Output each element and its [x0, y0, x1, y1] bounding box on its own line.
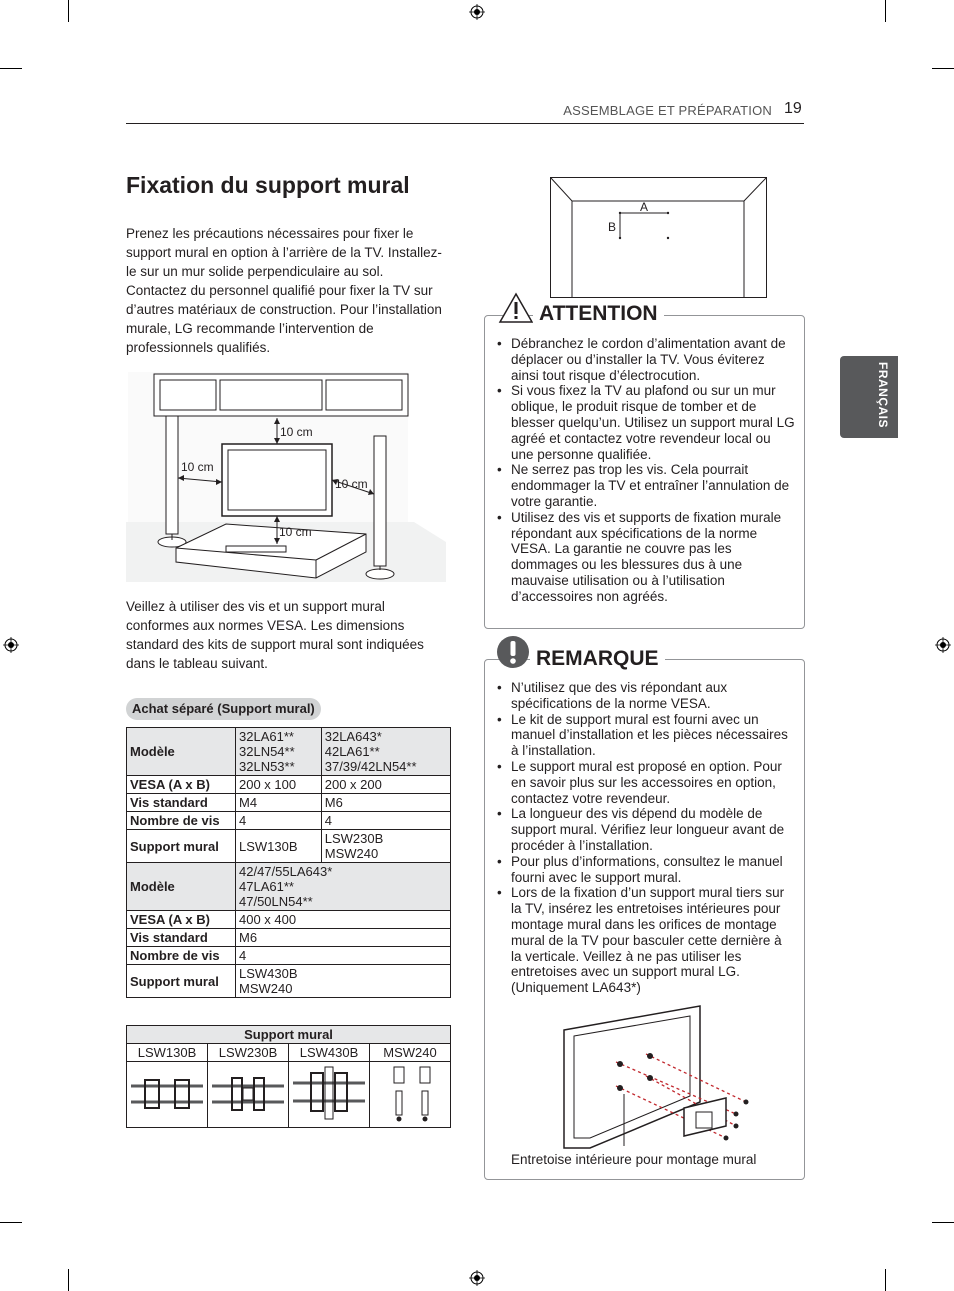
model-name: 32LA61** — [239, 729, 294, 744]
crop-mark — [68, 0, 69, 22]
spacer-caption: Entretoise intérieure pour montage mural — [511, 1152, 757, 1167]
label-mount: Support mural — [127, 965, 236, 998]
cell-screw-b: M6 — [321, 794, 450, 812]
cell-count-b: 4 — [321, 812, 450, 830]
registration-mark-icon — [3, 637, 19, 653]
tv-clearance-diagram — [126, 372, 446, 582]
table-heading: Achat séparé (Support mural) — [126, 698, 321, 720]
crop-mark — [68, 1269, 69, 1291]
list-item: • Le kit de support mural est fourni avec un manuel d’installation et les pièces nécessaires à l’installation. — [497, 712, 795, 759]
mount-name: LSW230B — [324, 831, 384, 846]
table-row — [127, 1044, 451, 1062]
label-model: Modèle — [127, 863, 236, 911]
table-row — [127, 929, 451, 947]
mount-image-lsw230b — [208, 1062, 289, 1128]
warning-triangle-icon — [498, 292, 534, 324]
vesa-label-b: B — [608, 220, 617, 234]
intro-paragraph: Prenez les précautions nécessaires pour fixer le support mural en option à l’arrière de la TV. Installez-le sur un mur solide perpendiculaire au sol. Contactez du personnel qualifié pour fixer la TV sur d’autres matériaux de construction. Pour l’installation murale, LG recommande l’intervention de professionnels qualifiés. — [126, 226, 442, 355]
registration-mark-icon — [469, 1270, 485, 1286]
table-row — [127, 830, 451, 863]
model-name: 42LA61** — [324, 744, 380, 759]
mount-name: MSW240 — [239, 981, 293, 996]
clearance-left-label: 10 cm — [181, 460, 214, 474]
mount-column-label: LSW130B — [127, 1044, 208, 1062]
cell-model-b — [321, 728, 450, 776]
label-vesa: VESA (A x B) — [127, 776, 236, 794]
mount-image-msw240 — [370, 1062, 451, 1128]
model-name: 32LA643* — [324, 729, 382, 744]
model-name: 47LA61** — [239, 879, 294, 894]
wall-mount-lsw230b-icon — [210, 1068, 286, 1118]
cell-mount-a: LSW130B — [236, 830, 322, 863]
mount-column-label: MSW240 — [370, 1044, 451, 1062]
table-row — [127, 911, 451, 929]
cell-mount-group2 — [236, 965, 451, 998]
mount-image-lsw430b — [289, 1062, 370, 1128]
remarque-title: REMARQUE — [530, 647, 665, 671]
mount-column-label: LSW430B — [289, 1044, 370, 1062]
table-row — [127, 965, 451, 998]
label-count: Nombre de vis — [127, 812, 236, 830]
cell-count-a: 4 — [236, 812, 322, 830]
mounts-header: Support mural — [127, 1026, 451, 1044]
wall-mount-msw240-icon — [372, 1063, 448, 1123]
wall-mount-lsw130b-icon — [129, 1068, 205, 1118]
cell-model-a — [236, 728, 322, 776]
cell-count-group2: 4 — [236, 947, 451, 965]
list-item: • Débranchez le cordon d’alimentation avant de déplacer ou d’installer la TV. Vous éviterez ainsi tout risque d’électrocution. — [497, 336, 795, 383]
vesa-dimension-diagram — [550, 177, 768, 299]
cell-vesa-a: 200 x 100 — [236, 776, 322, 794]
table-row — [127, 812, 451, 830]
crop-mark — [885, 0, 886, 22]
model-name: 37/39/42LN54** — [324, 759, 417, 774]
model-name: 42/47/55LA643* — [239, 864, 333, 879]
list-item: • Pour plus d’informations, consultez le manuel fourni avec le support mural. — [497, 854, 795, 886]
page-title: Fixation du support mural — [126, 172, 410, 198]
mount-image-lsw130b — [127, 1062, 208, 1128]
registration-mark-icon — [469, 4, 485, 20]
cell-vesa-group2: 400 x 400 — [236, 911, 451, 929]
table-row — [127, 728, 451, 776]
label-screw: Vis standard — [127, 794, 236, 812]
model-name: 32LN53** — [239, 759, 295, 774]
mounts-table — [126, 1025, 451, 1128]
table-row — [127, 1026, 451, 1044]
language-tab — [840, 356, 898, 438]
list-item: • Le support mural est proposé en option. Pour en savoir plus sur les accessoires en option, contactez votre revendeur. — [497, 759, 795, 806]
attention-list — [497, 336, 795, 605]
crop-mark — [0, 68, 22, 69]
cell-mount-b — [321, 830, 450, 863]
label-count: Nombre de vis — [127, 947, 236, 965]
list-item: • Utilisez des vis et supports de fixation murale répondant aux spécifications de la norme VESA. La garantie ne couvre pas les dommages ou les blessures dus à une mauvaise utilisation ou à l’utilisation d’accessoires non agréés. — [497, 510, 795, 605]
section-header: ASSEMBLAGE ET PRÉPARATION — [563, 103, 772, 118]
label-model: Modèle — [127, 728, 236, 776]
crop-mark — [932, 1222, 954, 1223]
wall-mount-lsw430b-icon — [291, 1063, 367, 1123]
vesa-paragraph: Veillez à utiliser des vis et un support mural conformes aux normes VESA. Les dimensions standard des kits de support mural sont indiquées dans le tableau suivant. — [126, 599, 424, 671]
cell-screw-a: M4 — [236, 794, 322, 812]
crop-mark — [932, 68, 954, 69]
language-tab-label: FRANÇAIS — [876, 362, 890, 428]
table-row — [127, 794, 451, 812]
clearance-top-label: 10 cm — [280, 425, 313, 439]
list-item: • La longueur des vis dépend du modèle de support mural. Vérifiez leur longueur avant de procéder à l’installation. — [497, 806, 795, 853]
crop-mark — [0, 1222, 22, 1223]
model-name: 47/50LN54** — [239, 894, 313, 909]
list-item: • Ne serrez pas trop les vis. Cela pourrait endommager la TV et entraîner l’annulation de votre garantie. — [497, 462, 795, 509]
model-name: 32LN54** — [239, 744, 295, 759]
attention-title: ATTENTION — [533, 302, 664, 326]
cell-screw-group2: M6 — [236, 929, 451, 947]
spacer-installation-diagram — [560, 1002, 770, 1150]
mount-column-label: LSW230B — [208, 1044, 289, 1062]
cell-vesa-b: 200 x 200 — [321, 776, 450, 794]
label-screw: Vis standard — [127, 929, 236, 947]
vesa-label-a: A — [640, 200, 649, 214]
page-number: 19 — [784, 100, 802, 117]
label-mount: Support mural — [127, 830, 236, 863]
note-exclamation-icon — [496, 635, 530, 669]
remarque-list — [497, 680, 795, 996]
table-row — [127, 947, 451, 965]
list-item: • N’utilisez que des vis répondant aux spécifications de la norme VESA. — [497, 680, 795, 712]
list-item: • Lors de la fixation d’un support mural tiers sur la TV, insérez les entretoises intérieures pour montage mural dans les orifices de montage mural de la TV pour basculer cette dernière à la verticale. Veillez à ne pas utiliser les entretoises avec un support mural LG. (Uniquement LA643*) — [497, 885, 795, 996]
header-rule — [126, 123, 804, 124]
table-row — [127, 863, 451, 911]
clearance-right-label: 10 cm — [335, 477, 368, 491]
registration-mark-icon — [935, 637, 951, 653]
crop-mark — [885, 1269, 886, 1291]
cell-model-group2 — [236, 863, 451, 911]
mount-name: LSW430B — [239, 966, 298, 981]
clearance-bottom-label: 10 cm — [279, 525, 312, 539]
spec-table — [126, 727, 451, 998]
label-vesa: VESA (A x B) — [127, 911, 236, 929]
list-item: • Si vous fixez la TV au plafond ou sur un mur oblique, le produit risque de tomber et de blesser quelqu’un. Utilisez un support mural LG agréé et contactez votre revendeur local ou une personne qualifiée. — [497, 383, 795, 462]
mount-name: MSW240 — [324, 846, 379, 861]
table-row — [127, 776, 451, 794]
table-row — [127, 1062, 451, 1128]
